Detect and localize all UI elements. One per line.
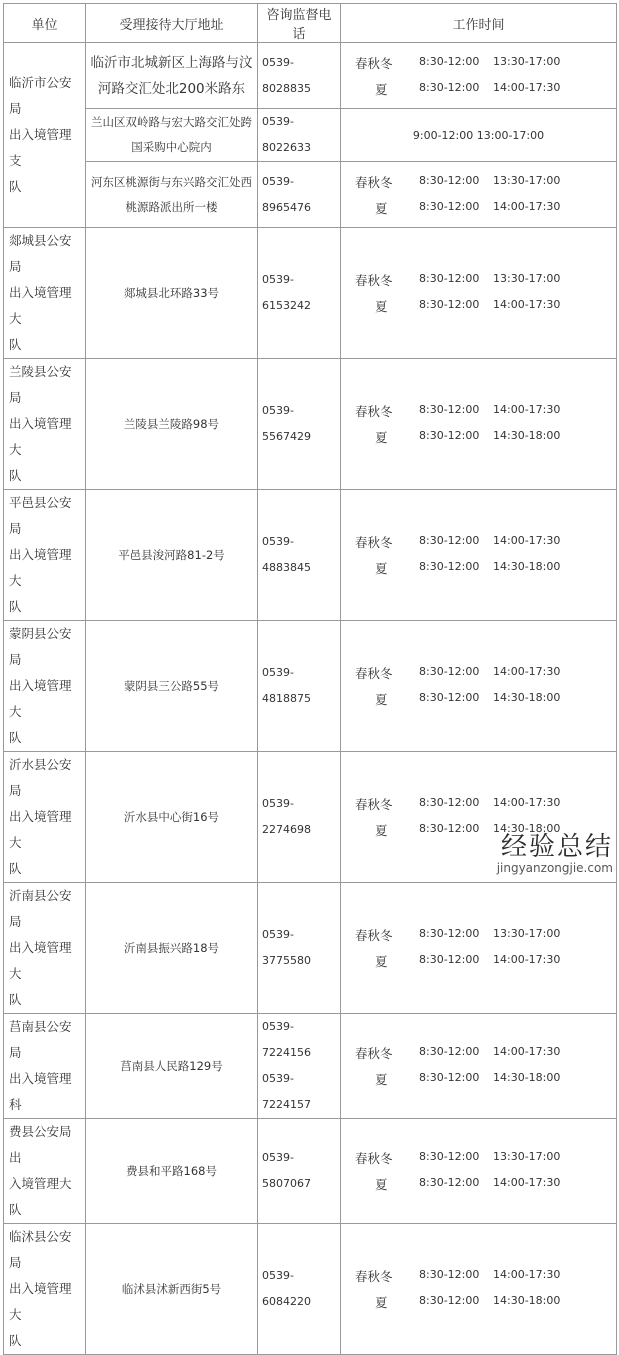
phone-number: 0539-8022633 [262, 115, 311, 154]
unit-line: 队 [9, 730, 22, 745]
phone-number: 0539-6084220 [262, 1269, 311, 1308]
hours-line-summer [341, 1289, 616, 1315]
hours-line-spring [341, 50, 616, 76]
watermark-title: 经验总结 [500, 832, 613, 862]
header-address: 受理接待大厅地址 [86, 4, 258, 43]
season-summer: 夏 [375, 430, 388, 445]
hours-cell [341, 162, 617, 228]
address-line: 临沂市北城新区上海路与汶 [90, 54, 253, 71]
unit-line: 队 [9, 1333, 22, 1348]
time-summer-am: 8:30-12:00 [419, 298, 480, 311]
time-summer-am: 8:30-12:00 [419, 1176, 480, 1189]
hours-line-summer [341, 555, 616, 581]
season-summer: 夏 [375, 1177, 388, 1192]
phone-cell [258, 883, 341, 1014]
season-spring: 春秋冬 [355, 928, 393, 943]
season-spring: 春秋冬 [355, 666, 393, 681]
offices-table [3, 3, 617, 1355]
table-row [4, 359, 617, 490]
table-row [4, 1014, 617, 1119]
header-unit: 单位 [4, 4, 86, 43]
address-line: 河路交汇处北200米路东 [97, 80, 246, 97]
unit-line: 队 [9, 337, 22, 352]
table-row [4, 752, 617, 883]
address-cell [86, 490, 258, 621]
phone-cell [258, 752, 341, 883]
season-spring: 春秋冬 [355, 174, 393, 190]
address-cell [86, 1224, 258, 1355]
table-row [4, 1119, 617, 1224]
table-row [4, 228, 617, 359]
season-summer: 夏 [375, 561, 388, 576]
phone-cell [258, 162, 341, 228]
phone-number: 0539-8028835 [262, 55, 311, 95]
address-line: 兰山区双岭路与宏大路交汇处跨 [91, 115, 252, 129]
address-line: 莒南县人民路129号 [120, 1058, 223, 1073]
time-summer-am: 8:30-12:00 [419, 691, 480, 704]
phone-number: 0539-2274698 [262, 797, 311, 836]
unit-cell [4, 883, 86, 1014]
address-cell [86, 359, 258, 490]
time-summer-am: 8:30-12:00 [419, 429, 480, 442]
phone-cell [258, 43, 341, 109]
time-spring-pm: 13:30-17:00 [493, 1150, 561, 1163]
watermark-url: jingyanzongjie.com [496, 861, 613, 875]
unit-cell [4, 1224, 86, 1355]
time-summer-am: 8:30-12:00 [419, 822, 480, 835]
time-summer-am: 8:30-12:00 [419, 199, 480, 213]
hours-single: 9:00-12:00 13:00-17:00 [412, 128, 545, 142]
time-spring-pm: 13:30-17:00 [493, 54, 561, 68]
phone-number: 0539-7224157 [262, 1072, 311, 1111]
table-row [4, 621, 617, 752]
phone-number: 0539-3775580 [262, 928, 311, 967]
hours-line-summer [341, 424, 616, 450]
unit-line: 出入境管理大 [9, 416, 72, 457]
phone-cell [258, 1224, 341, 1355]
address-cell [86, 109, 258, 162]
address-cell [86, 1014, 258, 1119]
phone-number: 0539-5807067 [262, 1151, 311, 1190]
unit-cell [4, 490, 86, 621]
time-spring-pm: 13:30-17:00 [493, 173, 561, 187]
time-spring-am: 8:30-12:00 [419, 1045, 480, 1058]
unit-line: 出入境管理大 [9, 547, 72, 588]
unit-cell [4, 752, 86, 883]
unit-line: 出入境管理大 [9, 809, 72, 850]
address-cell [86, 1119, 258, 1224]
address-line: 沂南县振兴路18号 [123, 940, 220, 955]
unit-line: 沂南县公安局 [9, 888, 72, 929]
unit-line: 队 [9, 179, 22, 194]
phone-number: 0539-4818875 [262, 666, 311, 705]
hours-line-spring [341, 791, 616, 817]
time-summer-pm: 14:00-17:30 [493, 953, 561, 966]
time-summer-am: 8:30-12:00 [419, 560, 480, 573]
hours-line-summer [341, 1066, 616, 1092]
phone-number: 0539-4883845 [262, 535, 311, 574]
header-row [4, 4, 617, 43]
hours-line-spring [341, 660, 616, 686]
season-summer: 夏 [375, 299, 388, 314]
hours-line-summer [341, 195, 616, 221]
unit-line: 队 [9, 468, 22, 483]
address-line: 平邑县浚河路81-2号 [118, 547, 225, 562]
table-row [4, 883, 617, 1014]
address-cell [86, 43, 258, 109]
phone-number: 0539-5567429 [262, 404, 311, 443]
table-row [4, 162, 617, 228]
address-cell [86, 883, 258, 1014]
hours-cell [341, 883, 617, 1014]
time-summer-am: 8:30-12:00 [419, 1294, 480, 1307]
season-summer: 夏 [375, 823, 388, 838]
season-spring: 春秋冬 [355, 273, 393, 288]
header-phone: 咨询监督电话 [258, 4, 341, 43]
time-summer-pm: 14:00-17:30 [493, 80, 561, 94]
address-line: 郯城县北环路33号 [123, 285, 220, 300]
time-spring-am: 8:30-12:00 [419, 272, 480, 285]
unit-line: 队 [9, 861, 22, 876]
time-spring-am: 8:30-12:00 [419, 534, 480, 547]
time-summer-pm: 14:00-17:30 [493, 199, 561, 213]
time-spring-pm: 14:00-17:30 [493, 1268, 561, 1281]
hours-cell [341, 1014, 617, 1119]
hours-cell [341, 752, 617, 883]
time-spring-am: 8:30-12:00 [419, 796, 480, 809]
unit-line: 出入境管理科 [9, 1071, 72, 1112]
season-spring: 春秋冬 [355, 535, 393, 550]
hours-line-spring [341, 1263, 616, 1289]
season-spring: 春秋冬 [355, 1151, 393, 1166]
unit-cell [4, 621, 86, 752]
phone-cell [258, 359, 341, 490]
address-line: 兰陵县兰陵路98号 [123, 416, 220, 431]
time-summer-am: 8:30-12:00 [419, 953, 480, 966]
season-spring: 春秋冬 [355, 1269, 393, 1284]
time-summer-pm: 14:00-17:30 [493, 298, 561, 311]
hours-line-spring [341, 169, 616, 195]
unit-line: 出入境管理大 [9, 285, 72, 326]
unit-line: 队 [9, 599, 22, 614]
phone-cell [258, 109, 341, 162]
phone-cell [258, 1119, 341, 1224]
time-summer-pm: 14:30-18:00 [493, 1071, 561, 1084]
time-spring-pm: 13:30-17:00 [493, 272, 561, 285]
unit-line: 出入境管理支 [9, 127, 72, 168]
hours-line-summer [341, 948, 616, 974]
hours-line-spring [341, 267, 616, 293]
time-spring-am: 8:30-12:00 [419, 403, 480, 416]
season-summer: 夏 [375, 692, 388, 707]
time-spring-pm: 13:30-17:00 [493, 927, 561, 940]
season-summer: 夏 [375, 1072, 388, 1087]
time-summer-am: 8:30-12:00 [419, 80, 480, 94]
address-line: 蒙阴县三公路55号 [123, 678, 220, 693]
unit-line: 出入境管理大 [9, 940, 72, 981]
phone-cell [258, 490, 341, 621]
unit-cell [4, 43, 86, 228]
unit-cell [4, 1014, 86, 1119]
address-line: 桃源路派出所一楼 [125, 199, 218, 214]
hours-line-spring [341, 1145, 616, 1171]
table-row [4, 1224, 617, 1355]
phone-cell [258, 621, 341, 752]
phone-number: 0539-6153242 [262, 273, 311, 312]
time-spring-am: 8:30-12:00 [419, 54, 480, 68]
unit-line: 莒南县公安局 [9, 1019, 72, 1060]
hours-line-summer [341, 1171, 616, 1197]
time-spring-pm: 14:00-17:30 [493, 665, 561, 678]
table-row [4, 43, 617, 109]
unit-line: 入境管理大队 [9, 1176, 72, 1217]
unit-line: 费县公安局出 [9, 1124, 72, 1165]
unit-line: 出入境管理大 [9, 1281, 72, 1322]
address-cell [86, 752, 258, 883]
address-cell [86, 621, 258, 752]
hours-line-spring [341, 398, 616, 424]
table-row [4, 109, 617, 162]
time-spring-pm: 14:00-17:30 [493, 796, 561, 809]
time-summer-pm: 14:30-18:00 [493, 560, 561, 573]
phone-number: 0539-7224156 [262, 1020, 311, 1059]
time-spring-am: 8:30-12:00 [419, 1268, 480, 1281]
address-line: 沂水县中心街16号 [123, 809, 220, 824]
address-line: 费县和平路168号 [126, 1163, 217, 1178]
hours-line-summer [341, 817, 616, 843]
unit-line: 蒙阴县公安局 [9, 626, 72, 667]
season-spring: 春秋冬 [355, 404, 393, 419]
address-line: 临沭县沭新西街5号 [121, 1281, 222, 1296]
time-summer-pm: 14:30-18:00 [493, 822, 561, 835]
time-spring-am: 8:30-12:00 [419, 927, 480, 940]
season-summer: 夏 [375, 1295, 388, 1310]
hours-line-summer [341, 686, 616, 712]
time-spring-am: 8:30-12:00 [419, 173, 480, 187]
time-spring-pm: 14:00-17:30 [493, 403, 561, 416]
hours-line-summer [341, 293, 616, 319]
season-summer: 夏 [375, 954, 388, 969]
address-cell [86, 228, 258, 359]
phone-number: 0539-8965476 [262, 174, 311, 214]
header-hours: 工作时间 [341, 4, 617, 43]
address-line: 河东区桃源街与东兴路交汇处西 [91, 174, 252, 189]
phone-cell [258, 1014, 341, 1119]
hours-line-spring [341, 529, 616, 555]
unit-line: 出入境管理大 [9, 678, 72, 719]
time-summer-pm: 14:30-18:00 [493, 429, 561, 442]
unit-line: 郯城县公安局 [9, 233, 72, 274]
hours-cell [341, 43, 617, 109]
hours-line-spring [341, 1040, 616, 1066]
table-row [4, 490, 617, 621]
season-spring: 春秋冬 [355, 55, 393, 71]
hours-cell [341, 1224, 617, 1355]
unit-line: 临沭县公安局 [9, 1229, 72, 1270]
time-spring-am: 8:30-12:00 [419, 665, 480, 678]
time-summer-pm: 14:30-18:00 [493, 691, 561, 704]
unit-cell [4, 228, 86, 359]
time-spring-am: 8:30-12:00 [419, 1150, 480, 1163]
unit-cell [4, 1119, 86, 1224]
time-spring-pm: 14:00-17:30 [493, 534, 561, 547]
time-summer-pm: 14:30-18:00 [493, 1294, 561, 1307]
season-summer: 夏 [375, 81, 388, 97]
unit-line: 沂水县公安局 [9, 757, 72, 798]
hours-cell [341, 359, 617, 490]
unit-line: 队 [9, 992, 22, 1007]
hours-cell [341, 228, 617, 359]
address-line: 国采购中心院内 [131, 140, 212, 154]
hours-line-spring [341, 922, 616, 948]
unit-line: 兰陵县公安局 [9, 364, 72, 405]
hours-cell [341, 490, 617, 621]
hours-cell [341, 109, 617, 162]
season-spring: 春秋冬 [355, 797, 393, 812]
season-spring: 春秋冬 [355, 1046, 393, 1061]
unit-line: 临沂市公安局 [9, 75, 72, 116]
hours-cell [341, 1119, 617, 1224]
hours-line-summer [341, 76, 616, 102]
time-spring-pm: 14:00-17:30 [493, 1045, 561, 1058]
hours-cell [341, 621, 617, 752]
unit-line: 平邑县公安局 [9, 495, 72, 536]
phone-cell [258, 228, 341, 359]
address-cell [86, 162, 258, 228]
time-summer-am: 8:30-12:00 [419, 1071, 480, 1084]
season-summer: 夏 [375, 200, 388, 216]
time-summer-pm: 14:00-17:30 [493, 1176, 561, 1189]
unit-cell [4, 359, 86, 490]
